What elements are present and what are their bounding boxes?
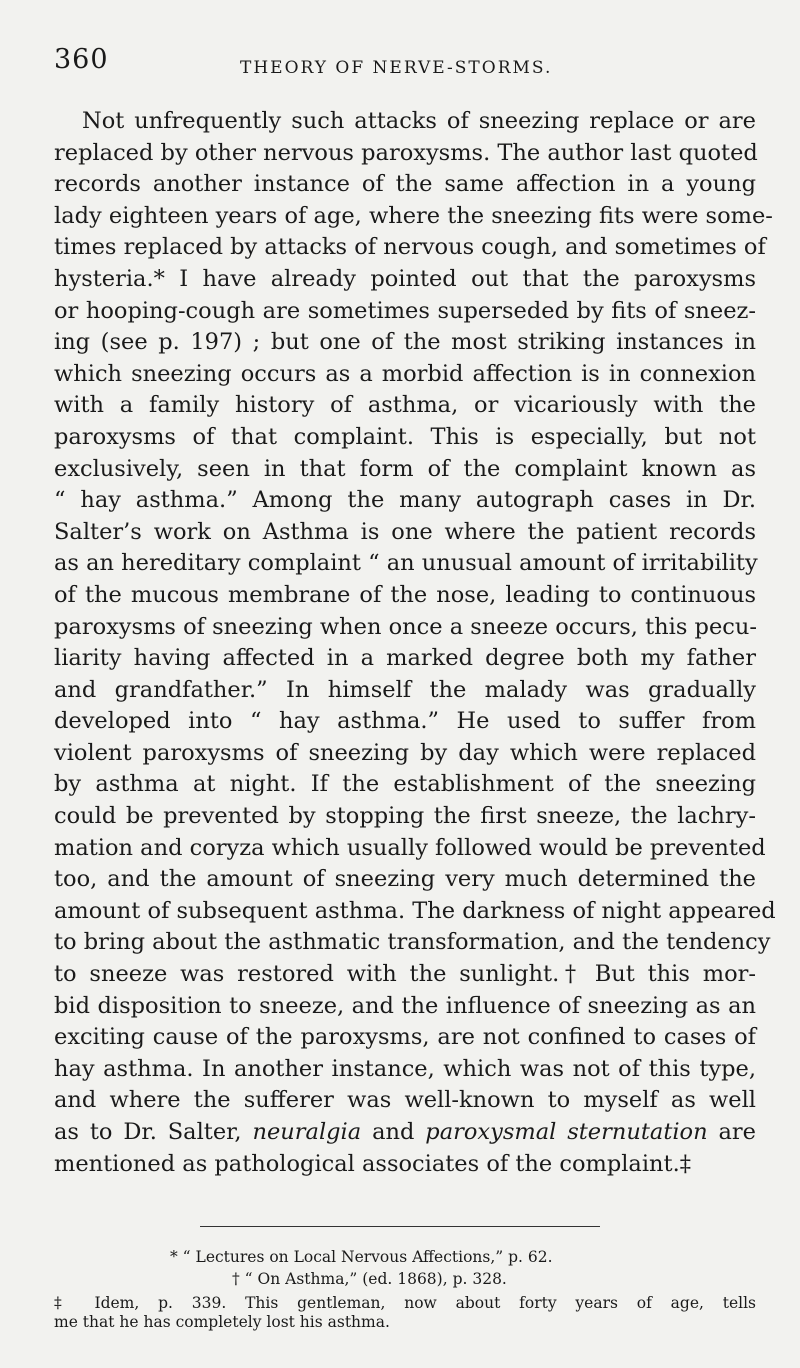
text-line: as an hereditary complaint “ an unusual amount of irritability (54, 550, 758, 577)
line-segment: as to Dr. Salter, (54, 1119, 253, 1145)
text-line: records another instance of the same affection in a young (54, 171, 756, 198)
text-line: to sneeze was restored with the sunlight.† But this mor- (54, 961, 756, 988)
line-segment: are (707, 1119, 756, 1145)
footnote-3-line-1: ‡ Idem, p. 339. This gentleman, now about forty years of age, tells (54, 1294, 756, 1312)
text-line: paroxysms of that complaint. This is especially, but not (54, 423, 756, 450)
footnote-1: * “ Lectures on Local Nervous Affections,” p. 62. (170, 1248, 553, 1266)
text-line: to bring about the asthmatic transformation, and the tendency (54, 929, 771, 956)
italic-term-sternutation: paroxysmal sternutation (425, 1119, 708, 1145)
text-line: exciting cause of the paroxysms, are not confined to cases of (54, 1024, 756, 1051)
footnote-2: † “ On Asthma,” (ed. 1868), p. 328. (232, 1270, 507, 1288)
text-line: hysteria.* I have already pointed out that the paroxysms (54, 265, 756, 292)
text-line: amount of subsequent asthma. The darkness of night appeared (54, 897, 776, 924)
text-line: Not unfrequently such attacks of sneezing replace or are (82, 108, 756, 134)
text-line: Salter’s work on Asthma is one where the patient records (54, 518, 756, 545)
body-paragraph (54, 106, 776, 1180)
text-line: exclusively, seen in that form of the complaint known as (54, 455, 756, 482)
page-number: 360 (54, 44, 109, 75)
text-line: “ hay asthma.” Among the many autograph cases in Dr. (54, 487, 756, 514)
line-segment: and (361, 1119, 426, 1145)
text-line: hay asthma. In another instance, which was not of this type, (54, 1055, 756, 1082)
text-line: violent paroxysms of sneezing by day which were replaced (54, 739, 756, 766)
text-line: lady eighteen years of age, where the sneezing fits were some- (54, 202, 773, 229)
footnote-divider (200, 1226, 600, 1227)
text-line-with-italics (54, 1117, 756, 1149)
text-line: bid disposition to sneeze, and the influence of sneezing as an (54, 992, 756, 1019)
text-line: with a family history of asthma, or vicariously with the (54, 392, 756, 419)
text-line: too, and the amount of sneezing very much determined the (54, 866, 756, 893)
text-line: which sneezing occurs as a morbid affection is in connexion (54, 360, 756, 387)
text-line: mation and coryza which usually followed would be prevented (54, 834, 766, 861)
text-line: by asthma at night. If the establishment of the sneezing (54, 771, 756, 798)
running-title: THEORY OF NERVE-STORMS. (240, 58, 553, 78)
text-line: of the mucous membrane of the nose, leading to continuous (54, 581, 756, 608)
text-line: times replaced by attacks of nervous cough, and sometimes of (54, 234, 766, 261)
text-line: replaced by other nervous paroxysms. The author last quoted (54, 139, 758, 166)
text-line: ing (see p. 197) ; but one of the most striking instances in (54, 329, 756, 356)
text-line: could be prevented by stopping the first sneeze, the lachry- (54, 803, 756, 830)
text-line: mentioned as pathological associates of the complaint.‡ (54, 1150, 691, 1177)
footnote-3-line-2: me that he has completely lost his asthma. (54, 1313, 390, 1331)
text-line: developed into “ hay asthma.” He used to suffer from (54, 708, 756, 735)
italic-term-neuralgia: neuralgia (252, 1119, 362, 1145)
text-line: paroxysms of sneezing when once a sneeze occurs, this pecu- (54, 613, 757, 640)
text-line: liarity having affected in a marked degree both my father (54, 645, 756, 672)
text-line: and grandfather.” In himself the malady was gradually (54, 676, 756, 703)
text-line: or hooping-cough are sometimes superseded by fits of sneez- (54, 297, 756, 324)
text-line: and where the sufferer was well-known to myself as well (54, 1087, 756, 1114)
